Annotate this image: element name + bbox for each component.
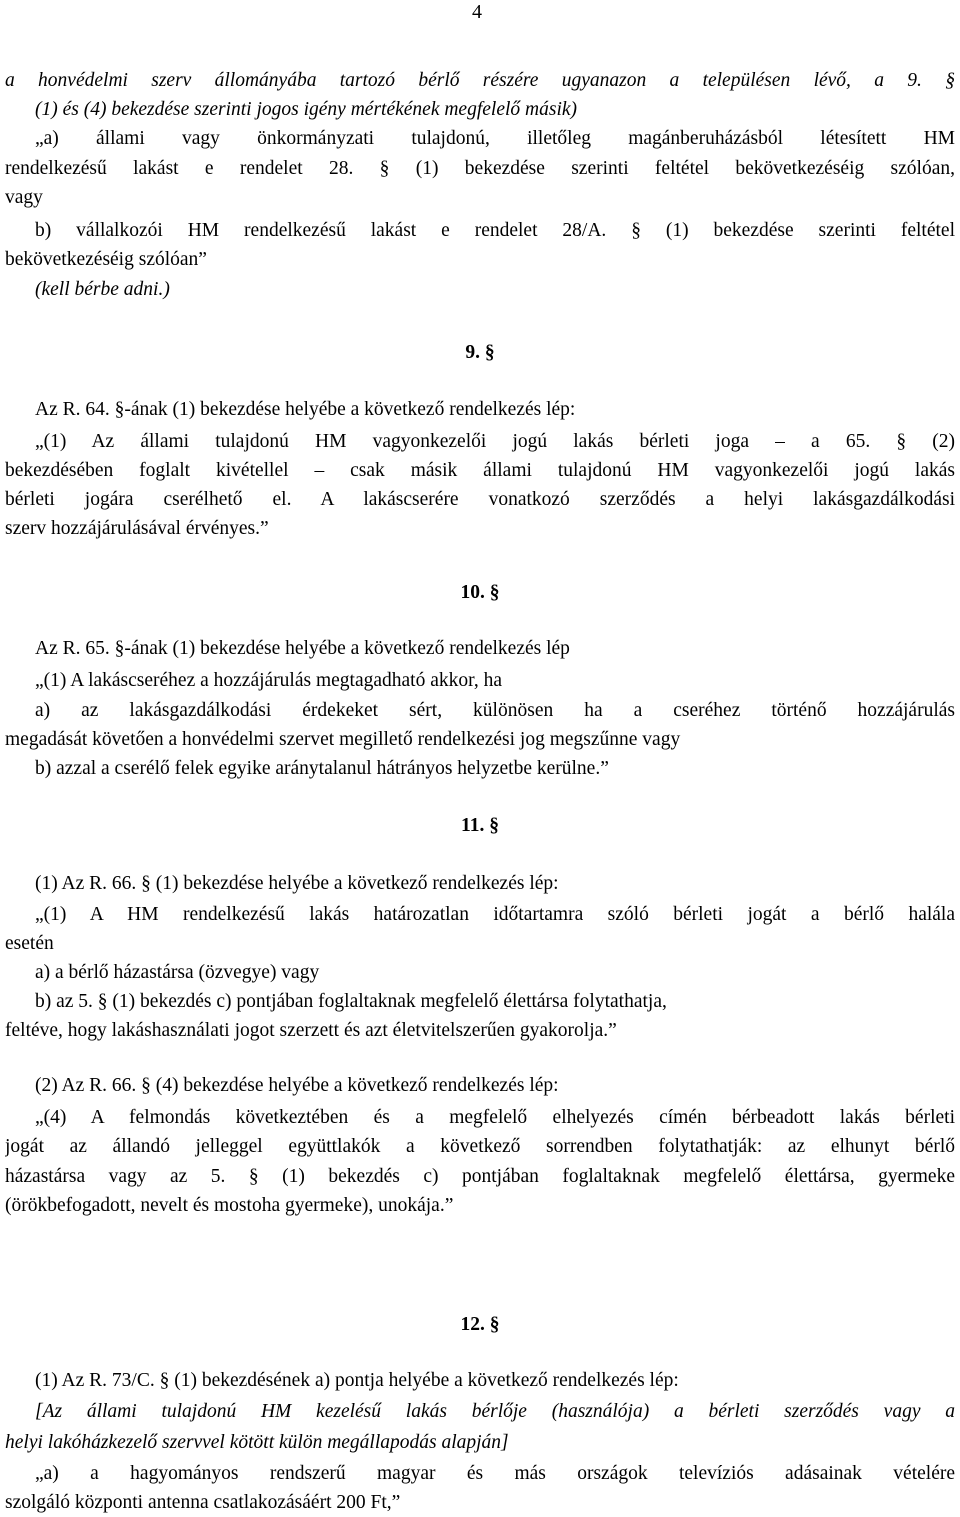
text-line: bekövetkezéséig szólóan” xyxy=(5,249,207,270)
section-heading: 10. § xyxy=(460,582,500,603)
text-line: b) azzal a cserélő felek egyike aránytalanul hátrányos helyzetbe kerülne.” xyxy=(35,758,609,779)
text-line: „(1) A lakáscseréhez a hozzájárulás megtagadható akkor, ha xyxy=(35,670,502,691)
text-line: (1) Az R. 66. § (1) bekezdése helyébe a következő rendelkezés lép: xyxy=(35,873,559,894)
text-line: „a) a hagyományos rendszerű magyar és más országok televíziós adásainak vételére xyxy=(35,1463,955,1484)
text-line: jogát az állandó jelleggel együttlakók a következő sorrendben folytathatják: az elhunyt bérlő xyxy=(5,1136,955,1157)
section-heading: 9. § xyxy=(465,342,495,363)
section-heading: 11. § xyxy=(461,815,499,836)
text-line: házastársa vagy az 5. § (1) bekezdés c) pontjában foglaltaknak megfelelő élettársa, gyermeke xyxy=(5,1166,955,1187)
text-line: b) vállalkozói HM rendelkezésű lakást e rendelet 28/A. § (1) bekezdése szerinti feltétel xyxy=(35,220,955,241)
text-line: szolgáló központi antenna csatlakozásáért 200 Ft,” xyxy=(5,1492,401,1513)
page-number: 4 xyxy=(472,1,482,23)
text-line: (örökbefogadott, nevelt és mostoha gyermeke), unokája.” xyxy=(5,1195,454,1216)
text-line: (2) Az R. 66. § (4) bekezdése helyébe a következő rendelkezés lép: xyxy=(35,1075,559,1096)
text-line: b) az 5. § (1) bekezdés c) pontjában foglaltaknak megfelelő élettársa folytathatja, xyxy=(35,991,667,1012)
text-line: (1) Az R. 73/C. § (1) bekezdésének a) pontja helyébe a következő rendelkezés lép: xyxy=(35,1370,679,1391)
text-line: „(1) A HM rendelkezésű lakás határozatlan időtartamra szóló bérleti jogát a bérlő halála xyxy=(35,904,955,925)
text-line: helyi lakóházkezelő szervvel kötött külön megállapodás alapján] xyxy=(5,1432,509,1453)
text-line: vagy xyxy=(5,187,43,208)
text-line: „a) állami vagy önkormányzati tulajdonú, illetőleg magánberuházásból létesített HM xyxy=(35,128,955,149)
text-line: rendelkezésű lakást e rendelet 28. § (1) bekezdése szerinti feltétel bekövetkezéséig szólóan, xyxy=(5,158,955,179)
text-line: bérleti jogára cserélhető el. A lakáscserére vonatkozó szerződés a helyi lakásgazdálkodási xyxy=(5,489,955,510)
text-line: megadását követően a honvédelmi szervet megillető rendelkezési jog megszűnne vagy xyxy=(5,729,681,750)
text-line: bekezdésében foglalt kivétellel – csak másik állami tulajdonú HM vagyonkezelői jogú lakás xyxy=(5,460,955,481)
text-line: (1) és (4) bekezdése szerinti jogos igény mértékének megfelelő másik) xyxy=(35,99,578,120)
text-line: a) az lakásgazdálkodási érdekeket sért, különösen ha a cseréhez történő hozzájárulás xyxy=(35,700,955,721)
text-line: a) a bérlő házastársa (özvegye) vagy xyxy=(35,962,320,983)
text-line: a honvédelmi szerv állományába tartozó bérlő részére ugyanazon a településen lévő, a 9. § xyxy=(5,70,955,91)
text-line: [Az állami tulajdonú HM kezelésű lakás bérlője (használója) a bérleti szerződés vagy a xyxy=(35,1401,955,1422)
text-line: Az R. 65. §-ának (1) bekezdése helyébe a következő rendelkezés lép xyxy=(35,638,570,659)
text-line: „(4) A felmondás következtében és a megfelelő elhelyezés címén bérbeadott lakás bérleti xyxy=(35,1107,955,1128)
section-heading: 12. § xyxy=(460,1314,500,1335)
text-line: Az R. 64. §-ának (1) bekezdése helyébe a következő rendelkezés lép: xyxy=(35,399,576,420)
text-line: esetén xyxy=(5,933,54,954)
text-line: „(1) Az állami tulajdonú HM vagyonkezelői jogú lakás bérleti joga – a 65. § (2) xyxy=(35,431,955,452)
text-line: (kell bérbe adni.) xyxy=(35,279,170,300)
text-line: szerv hozzájárulásával érvényes.” xyxy=(5,518,269,539)
text-line: feltéve, hogy lakáshasználati jogot szerzett és azt életvitelszerűen gyakorolja.” xyxy=(5,1020,617,1041)
